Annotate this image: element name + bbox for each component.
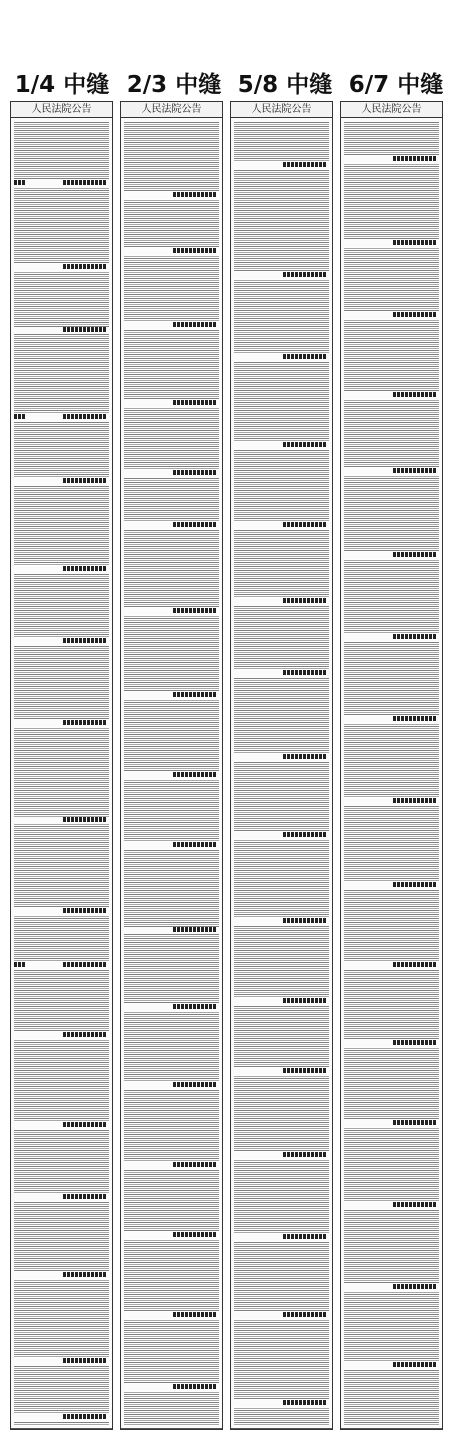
notice-divider — [124, 608, 219, 615]
notice-divider — [14, 1032, 109, 1039]
notice-divider — [234, 998, 329, 1005]
notice-divider — [344, 882, 439, 889]
notice-divider — [14, 817, 109, 824]
notice-divider — [14, 180, 109, 187]
column-title: 人民法院公告 — [11, 102, 112, 118]
notice-divider — [124, 470, 219, 477]
column-title: 人民法院公告 — [121, 102, 222, 118]
notice-divider — [234, 1152, 329, 1159]
notice-divider — [14, 1122, 109, 1129]
notice-divider — [14, 1414, 109, 1421]
column-text-body — [124, 122, 219, 1426]
notice-divider — [344, 552, 439, 559]
notice-divider — [14, 720, 109, 727]
notice-divider — [124, 522, 219, 529]
notice-divider — [234, 1234, 329, 1241]
notice-divider — [234, 354, 329, 361]
header-label-6-7: 6/7 中缝 — [348, 72, 444, 98]
header-label-1-4: 1/4 中缝 — [14, 72, 110, 98]
notice-divider — [14, 478, 109, 485]
notice-divider — [14, 327, 109, 334]
notice-divider — [234, 1068, 329, 1075]
notice-divider — [234, 670, 329, 677]
notice-divider — [234, 918, 329, 925]
column-title: 人民法院公告 — [341, 102, 442, 118]
notice-divider — [234, 162, 329, 169]
notice-divider — [124, 1232, 219, 1239]
notice-divider — [14, 962, 109, 969]
notice-divider — [344, 312, 439, 319]
notice-divider — [344, 392, 439, 399]
dense-text-block — [234, 122, 329, 1426]
notice-divider — [234, 442, 329, 449]
notice-divider — [344, 1202, 439, 1209]
notice-divider — [344, 798, 439, 805]
notice-divider — [124, 842, 219, 849]
header-label-5-8: 5/8 中缝 — [237, 72, 333, 98]
notice-divider — [234, 598, 329, 605]
column-text-body — [14, 122, 109, 1426]
notice-divider — [14, 566, 109, 573]
notice-divider — [14, 1194, 109, 1201]
notice-divider — [14, 414, 109, 421]
notice-divider — [124, 192, 219, 199]
notice-divider — [124, 1004, 219, 1011]
notice-divider — [344, 1040, 439, 1047]
notice-divider — [124, 1162, 219, 1169]
notice-divider — [234, 1312, 329, 1319]
notice-divider — [124, 927, 219, 934]
announcement-column-3 — [230, 101, 333, 1430]
announcement-column-1 — [10, 101, 113, 1430]
announcement-column-2 — [120, 101, 223, 1430]
notice-divider — [344, 962, 439, 969]
notice-divider — [124, 772, 219, 779]
notice-divider — [124, 1312, 219, 1319]
notice-divider — [14, 908, 109, 915]
notice-divider — [124, 1082, 219, 1089]
notice-divider — [344, 634, 439, 641]
notice-divider — [344, 1120, 439, 1127]
notice-divider — [14, 1358, 109, 1365]
notice-divider — [344, 1362, 439, 1369]
notice-divider — [14, 1272, 109, 1279]
notice-divider — [234, 522, 329, 529]
dense-text-block — [14, 122, 109, 1426]
notice-divider — [344, 240, 439, 247]
notice-divider — [344, 468, 439, 475]
notice-divider — [344, 156, 439, 163]
header-label-2-3: 2/3 中缝 — [126, 72, 222, 98]
notice-divider — [124, 322, 219, 329]
notice-divider — [14, 638, 109, 645]
notice-divider — [124, 692, 219, 699]
column-title: 人民法院公告 — [231, 102, 332, 118]
notice-divider — [14, 264, 109, 271]
column-text-body — [344, 122, 439, 1426]
announcement-column-4 — [340, 101, 443, 1430]
notice-divider — [234, 1400, 329, 1407]
notice-divider — [234, 272, 329, 279]
column-text-body — [234, 122, 329, 1426]
notice-divider — [124, 248, 219, 255]
notice-divider — [234, 754, 329, 761]
notice-divider — [344, 716, 439, 723]
notice-divider — [234, 832, 329, 839]
notice-divider — [124, 400, 219, 407]
notice-divider — [344, 1284, 439, 1291]
notice-divider — [124, 1384, 219, 1391]
